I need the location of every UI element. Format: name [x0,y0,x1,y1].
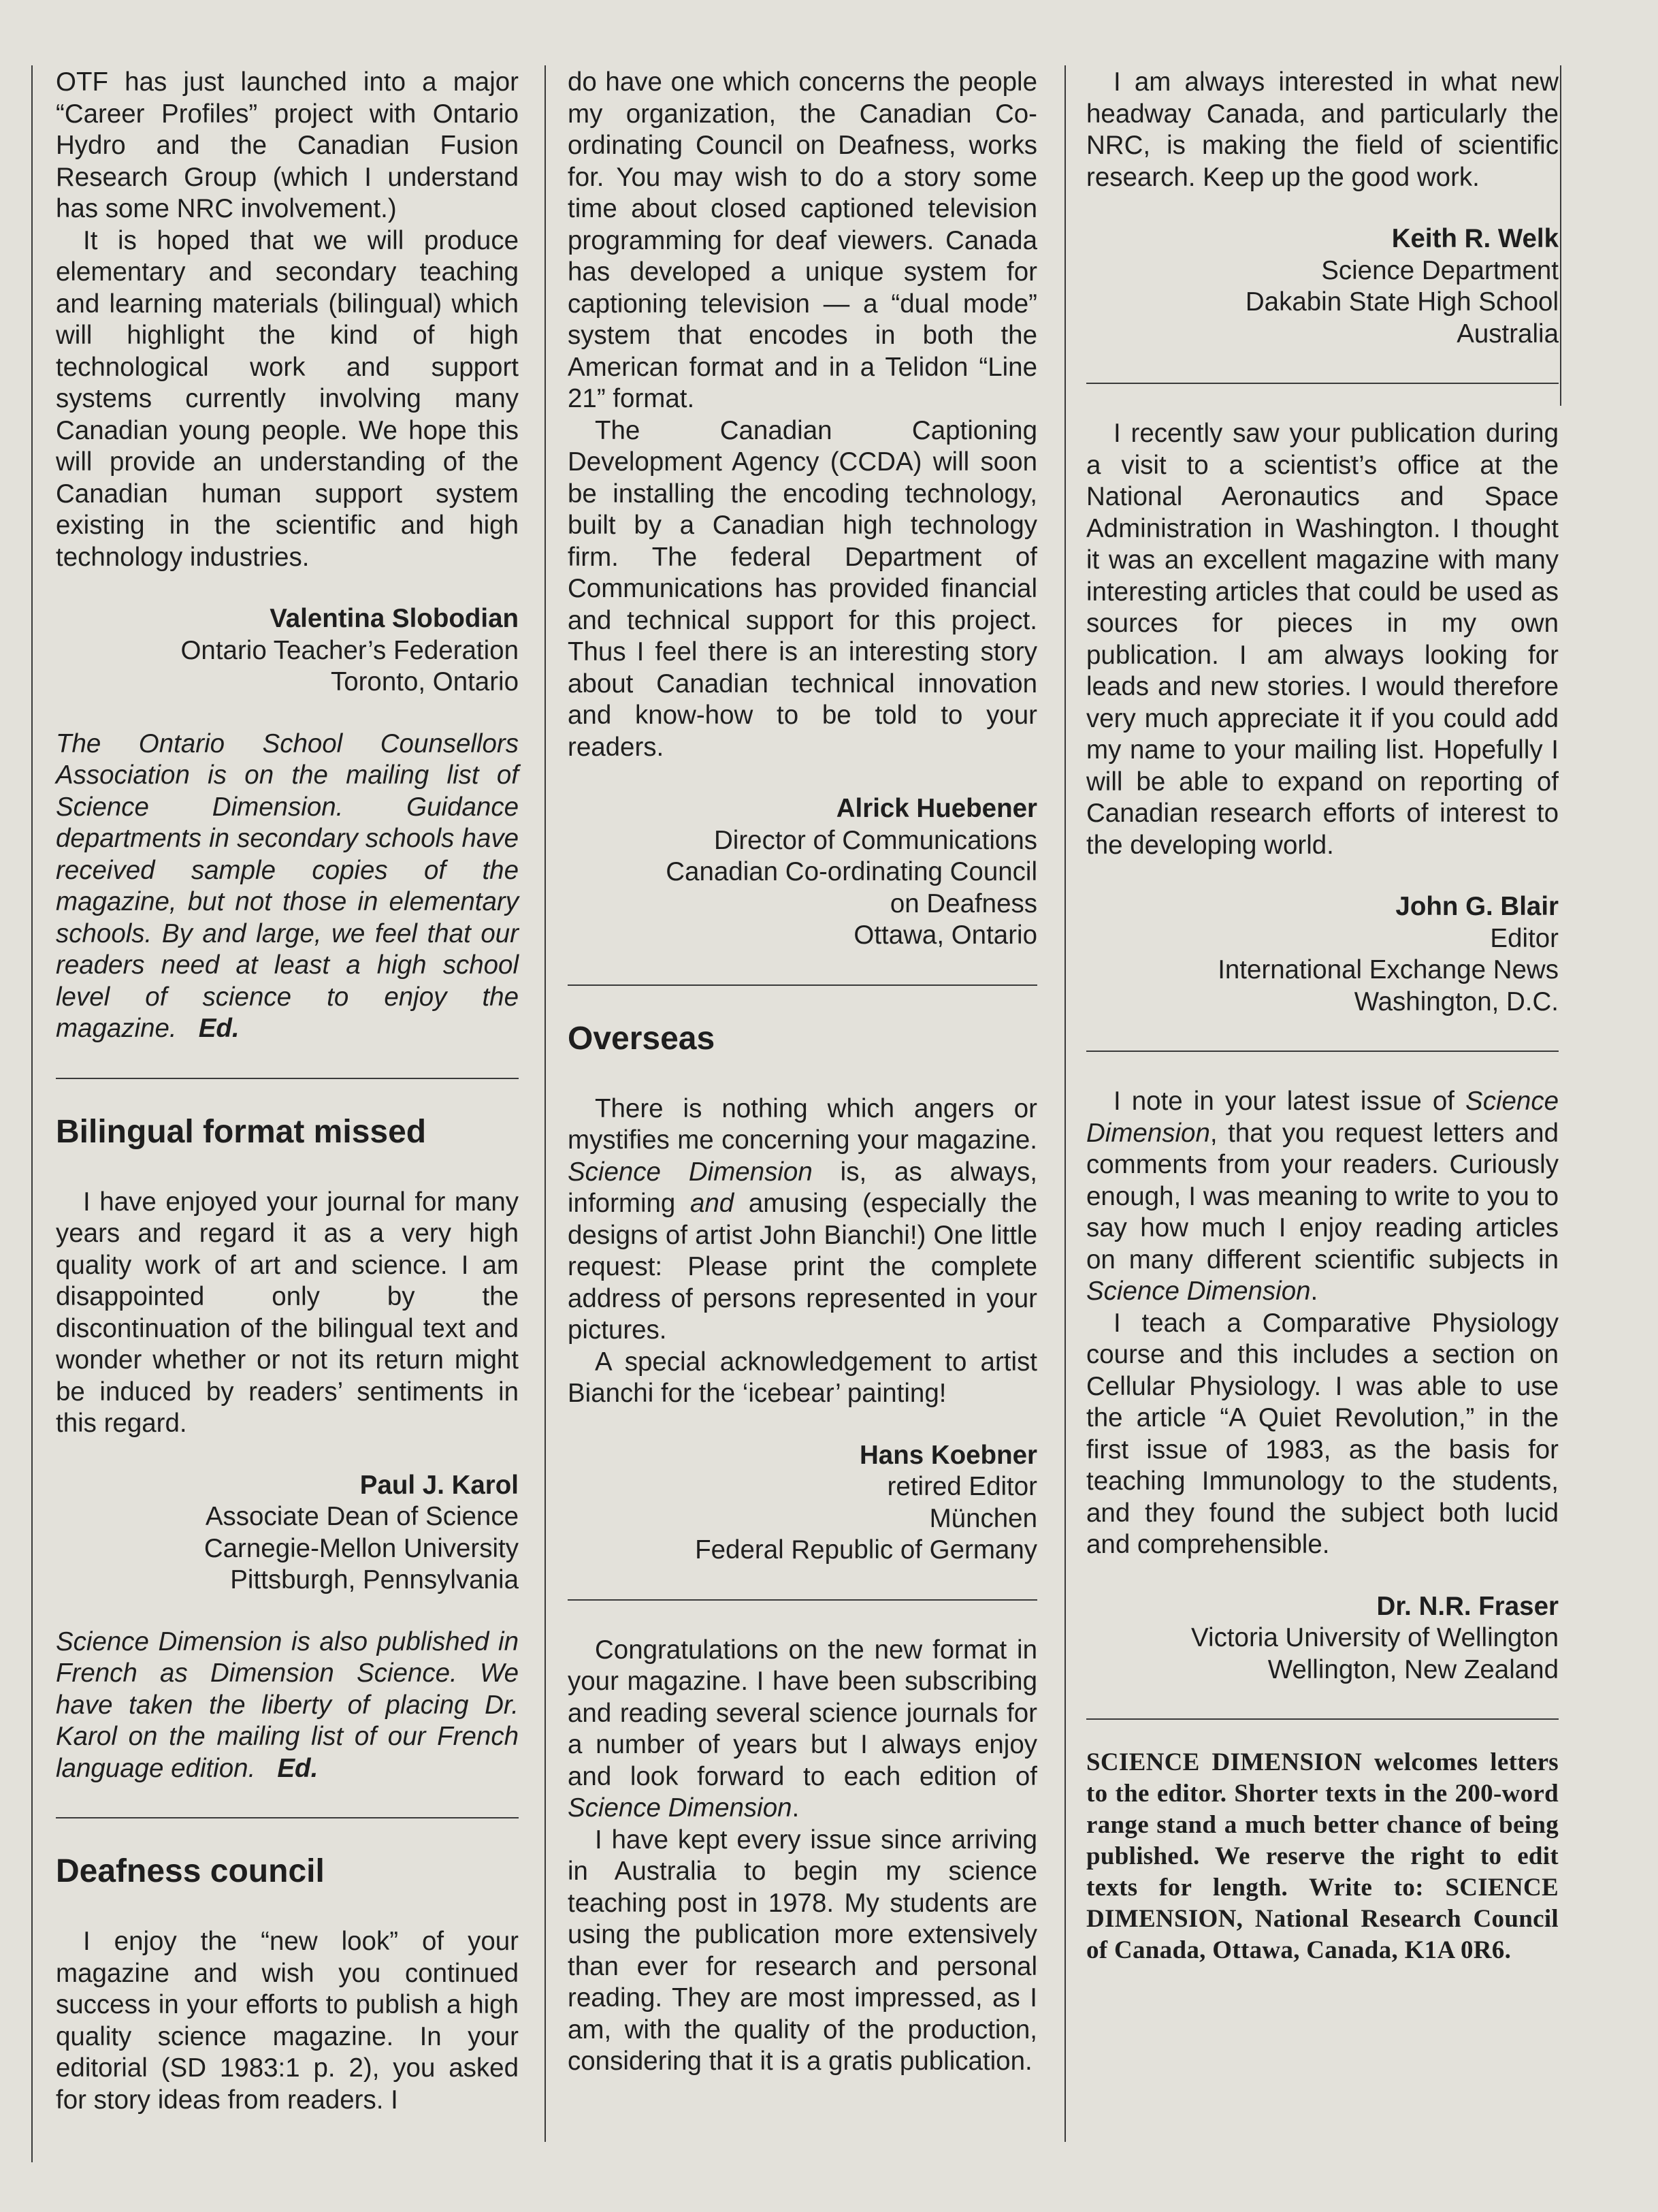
signature-line: on Deafness [890,888,1037,918]
letter-paragraph: I recently saw your publication during a visit to a scientist’s office at the National Aeronautics and Space Administration in Washington. I thought it was an excellent magazine with many interesting articles that could be used as sources for pieces in my own publication. I am always looking for leads and new stories. I would therefore very much appreciate it if you could add my name to your mailing list. Hopefully I will be able to expand on reporting of Canadian research efforts of interest to the developing world. [1086,419,1559,860]
signature-line: Canadian Co-ordinating Council [666,857,1037,886]
signature-name: Dr. N.R. Fraser [1376,1591,1559,1621]
column-rule-left [31,65,33,2162]
section-heading: Deafness council [56,1853,325,1889]
letter-paragraph: do have one which concerns the people my organization, the Canadian Co-ordinating Council on Deafness, works for. You may wish to do a story some time about closed captioned television programming for deaf viewers. Canada has developed a unique system for captioning television — a “dual mode” system that encodes in both the American format and in a Telidon “Line 21” format. [568,67,1037,413]
signature-name: Valentina Slobodian [270,604,519,633]
editor-mark: Ed. [198,1014,240,1043]
signature-line: Science Department [1321,255,1559,285]
signature-line: Editor [1490,923,1559,953]
letter-signature [1086,223,1559,350]
signature-name: John G. Blair [1395,892,1559,921]
section-divider [56,1817,519,1818]
column-3 [1086,67,1559,1966]
column-rule-2 [1064,65,1066,2142]
signature-line: Washington, D.C. [1354,987,1559,1016]
section-heading: Overseas [568,1020,715,1057]
signature-line: Australia [1457,319,1559,349]
letter-paragraph: It is hoped that we will produce elementary and secondary teaching and learning materials (bilingual) which will highlight the kind of high technological work and support systems currently involving many Canadian young people. We hope this will provide an understanding of the Canadian human support system existing in the scientific and high technology industries. [56,225,519,572]
editor-note-text: The Ontario School Counsellors Association is on the mailing list of Science Dimension. Guidance departments in secondary schools have received sample copies of the magazine, but not those in elementary schools. By and large, we feel that our readers need at least a high school level of science to enjoy the magazine. [56,728,519,1043]
signature-name: Paul J. Karol [359,1470,519,1500]
section-divider [568,984,1037,986]
section-divider [568,1599,1037,1601]
letter-signature [1086,1591,1559,1686]
letter-paragraph: A special acknowledgement to artist Bianchi for the ‘icebear’ painting! [568,1347,1037,1408]
signature-line: Ontario Teacher’s Federation [180,635,519,665]
signature-line: Victoria University of Wellington [1191,1623,1559,1652]
signature-line: Carnegie-Mellon University [204,1533,519,1563]
editor-mark: Ed. [277,1753,319,1783]
editor-note-text: Science Dimension is also published in French as Dimension Science. We have taken the liberty of placing Dr. Karol on the mailing list of our French language edition. [56,1626,519,1783]
letter-paragraph: Congratulations on the new format in your magazine. I have been subscribing and reading several science journals for a number of years but I always enjoy and look forward to each edition of Science Dimension. [568,1635,1037,1823]
letter-signature [568,793,1037,952]
signature-line: Associate Dean of Science [205,1502,519,1531]
letter-signature [1086,891,1559,1018]
signature-line: International Exchange News [1218,955,1559,984]
section-heading: Bilingual format missed [56,1113,427,1150]
signature-line: München [929,1503,1037,1533]
editor-note [56,1626,519,1785]
section-divider [1086,383,1559,384]
column-rule-right [1560,65,1561,406]
letter-signature [56,1470,519,1597]
signature-line: Pittsburgh, Pennsylvania [230,1565,519,1594]
signature-line: Toronto, Ontario [330,667,519,696]
letter-signature [56,603,519,699]
column-2 [568,67,1037,2078]
section-divider [1086,1051,1559,1052]
letter-paragraph: I teach a Comparative Physiology course and this includes a section on Cellular Physiology. I was able to use the article “A Quiet Revolution,” in the first issue of 1983, as the basis for teaching Immunology to the students, and they found the subject both lucid and comprehensible. [1086,1308,1559,1559]
letter-paragraph: OTF has just launched into a major “Career Profiles” project with Ontario Hydro and the Canadian Fusion Research Group (which I understand has some NRC involvement.) [56,67,519,223]
letter-paragraph: I note in your latest issue of Science Dimension, that you request letters and comments from your readers. Curiously enough, I was meaning to write to you to say how much I enjoy reading articles on many different scientific subjects in Science Dimension. [1086,1087,1559,1306]
letter-paragraph: I enjoy the “new look” of your magazine and wish you continued success in your efforts to publish a high quality science magazine. In your editorial (SD 1983:1 p. 2), you asked for story ideas from readers. I [56,1927,519,2115]
signature-name: Hans Koebner [859,1440,1037,1470]
submission-notice: SCIENCE DIMENSION welcomes letters to the editor. Shorter texts in the 200-word range stand a much better chance of being published. We reserve the right to edit texts for length. Write to: SCIENCE DIMENSION, National Research Council of Canada, Ottawa, Canada, K1A 0R6. [1086,1748,1559,1964]
signature-line: Wellington, New Zealand [1267,1654,1559,1684]
editor-note [56,728,519,1045]
letter-paragraph: I have kept every issue since arriving in Australia to begin my science teaching post in 1978. My students are using the publication more extensively than ever for research and personal reading. They are most impressed, as I am, with the quality of the production, considering that it is a gratis publication. [568,1825,1037,2076]
letter-paragraph: I have enjoyed your journal for many years and regard it as a very high quality work of art and science. I am disappointed only by the discontinuation of the bilingual text and wonder whether or not its return might be induced by readers’ sentiments in this regard. [56,1187,519,1438]
signature-line: Federal Republic of Germany [695,1535,1037,1565]
letter-paragraph: I am always interested in what new headway Canada, and particularly the NRC, is making the field of scientific research. Keep up the good work. [1086,67,1559,192]
section-divider [1086,1718,1559,1720]
column-rule-1 [544,65,546,2142]
signature-line: Ottawa, Ontario [854,920,1037,950]
signature-line: retired Editor [887,1472,1037,1501]
column-1 [56,67,519,2116]
signature-line: Director of Communications [714,825,1037,855]
section-divider [56,1078,519,1079]
letter-signature [568,1440,1037,1567]
signature-line: Dakabin State High School [1245,287,1559,317]
letter-paragraph: There is nothing which angers or mystifies me concerning your magazine. Science Dimension is, as always, informing and amusing (especially the designs of artist John Bianchi!) One little request: Please print the complete address of persons represented in your pictures. [568,1093,1037,1345]
letter-paragraph: The Canadian Captioning Development Agency (CCDA) will soon be installing the encoding technology, built by a Canadian high technology firm. The federal Department of Communications has provided financial and technical support for this project. Thus I feel there is an interesting story about Canadian technical innovation and know-how to be told to your readers. [568,415,1037,762]
signature-name: Alrick Huebener [836,794,1037,823]
signature-name: Keith R. Welk [1391,224,1559,253]
